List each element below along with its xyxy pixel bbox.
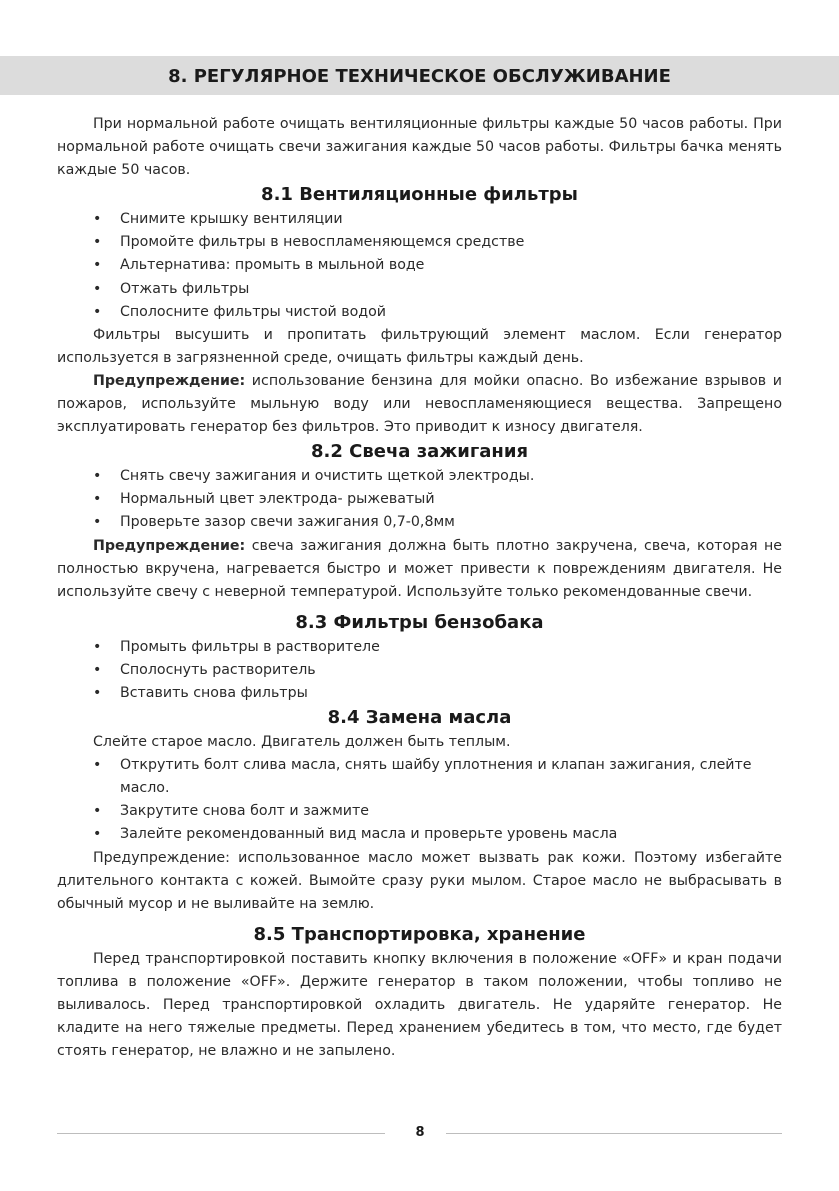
- list-item: [57, 254, 782, 277]
- list-item: [57, 800, 782, 823]
- list-item-text: Нормальный цвет электрода- рыжеватый: [120, 491, 435, 508]
- list-item: [57, 682, 782, 705]
- oil-change-list: [57, 754, 782, 846]
- bullet-icon: •: [93, 234, 102, 251]
- spark-plug-warning: [57, 535, 782, 604]
- oil-change-warning: Предупреждение: использованное масло может вызвать рак кожи. Поэтому избегайте длительного контакта с кожей. Вымойте сразу руки мылом. Старое масло не выбрасывать в обычный мусор и не выливайте на землю.: [57, 849, 782, 912]
- warning-label: Предупреждение:: [93, 537, 246, 554]
- ventilation-filters-paragraph: Фильтры высушить и пропитать фильтрующий элемент маслом. Если генератор используется в загрязненной среде, очищать фильтры каждый день.: [57, 326, 782, 366]
- bullet-icon: •: [93, 661, 102, 678]
- page-number: 8: [415, 1125, 425, 1140]
- bullet-icon: •: [93, 638, 102, 655]
- section-title-ventilation-filters: 8.1 Вентиляционные фильтры: [261, 184, 578, 206]
- list-item-text: Снимите крышку вентиляции: [120, 211, 343, 228]
- list-item: [57, 659, 782, 682]
- bullet-icon: •: [93, 684, 102, 701]
- list-item-text: Отжать фильтры: [120, 280, 250, 297]
- fuel-tank-filters-list: [57, 636, 782, 705]
- bullet-icon: •: [93, 280, 102, 297]
- list-item-text: Проверьте зазор свечи зажигания 0,7-0,8мм: [120, 514, 455, 531]
- ventilation-filters-warning: [57, 370, 782, 439]
- list-item: [57, 754, 782, 800]
- list-item-text: Альтернатива: промыть в мыльной воде: [120, 257, 425, 274]
- ventilation-filters-list: [57, 208, 782, 323]
- bullet-icon: •: [93, 491, 102, 508]
- list-item: [57, 231, 782, 254]
- bullet-icon: •: [93, 803, 102, 820]
- section-title-oil-change: 8.4 Замена масла: [327, 707, 512, 729]
- list-item: [57, 208, 782, 231]
- footer-divider-right: [446, 1133, 782, 1134]
- oil-change-lead: Слейте старое масло. Двигатель должен быть теплым.: [93, 734, 511, 751]
- list-item-text: Закрутите снова болт и зажмите: [120, 803, 370, 820]
- bullet-icon: •: [93, 757, 102, 774]
- list-item: [57, 301, 782, 324]
- page-footer: [57, 1124, 782, 1144]
- bullet-icon: •: [93, 303, 102, 320]
- header-bar: [0, 56, 839, 95]
- list-item-text: Снять свечу зажигания и очистить щеткой электроды.: [120, 468, 535, 485]
- section-title-transport-storage: 8.5 Транспортировка, хранение: [253, 923, 586, 945]
- warning-label: Предупреждение:: [93, 372, 246, 389]
- list-item-text: Сполосните фильтры чистой водой: [120, 303, 387, 320]
- footer-divider-left: [57, 1133, 385, 1134]
- list-item: [57, 488, 782, 511]
- bullet-icon: •: [93, 257, 102, 274]
- main-content: [57, 113, 782, 1063]
- list-item: [57, 636, 782, 659]
- list-item-text: Промыть фильтры в растворителе: [120, 638, 380, 655]
- list-item: [57, 465, 782, 488]
- list-item: [57, 823, 782, 846]
- bullet-icon: •: [93, 826, 102, 843]
- spark-plug-list: [57, 465, 782, 534]
- bullet-icon: •: [93, 211, 102, 228]
- list-item: [57, 278, 782, 301]
- warning-text: свеча зажигания должна быть плотно закручена, свеча, которая не полностью вкручена, нагревается быстро и может привести к повреждениям двигателя. Не используйте свечу с неверной температурой. Используйте только рекомендованные свечи.: [57, 537, 782, 600]
- page-title: 8. РЕГУЛЯРНОЕ ТЕХНИЧЕСКОЕ ОБСЛУЖИВАНИЕ: [168, 66, 671, 87]
- bullet-icon: •: [93, 514, 102, 531]
- list-item: [57, 511, 782, 534]
- list-item-text: Промойте фильтры в невоспламеняющемся средстве: [120, 234, 525, 251]
- list-item-text: Залейте рекомендованный вид масла и проверьте уровень масла: [120, 826, 618, 843]
- section-title-spark-plug: 8.2 Свеча зажигания: [310, 441, 529, 463]
- list-item-text: Сполоснуть растворитель: [120, 661, 316, 678]
- bullet-icon: •: [93, 468, 102, 485]
- warning-text: использование бензина для мойки опасно. Во избежание взрывов и пожаров, используйте мыльную воду или невоспламеняющиеся вещества. Запрещено эксплуатировать генератор без фильтров. Это приводит к износу двигателя.: [57, 372, 782, 436]
- section-title-fuel-tank-filters: 8.3 Фильтры бензобака: [295, 611, 544, 633]
- transport-storage-paragraph: Перед транспортировкой поставить кнопку включения в положение «OFF» и кран подачи топлива в положение «OFF». Держите генератор в таком положении, чтобы топливо не выливалось. Перед транспортировкой охладить двигатель. Не ударяйте генератор. Не кладите на него тяжелые предметы. Перед хранением убедитесь в том, что место, где будет стоять генератор, не влажно и не запылено.: [57, 950, 782, 1060]
- intro-paragraph: При нормальной работе очищать вентиляционные фильтры каждые 50 часов работы. При нормальной работе очищать свечи зажигания каждые 50 часов работы. Фильтры бачка менять каждые 50 часов.: [57, 116, 782, 179]
- list-item-text: Вставить снова фильтры: [120, 684, 308, 701]
- list-item-text: Открутить болт слива масла, снять шайбу уплотнения и клапан зажигания, слейте масло.: [120, 757, 752, 797]
